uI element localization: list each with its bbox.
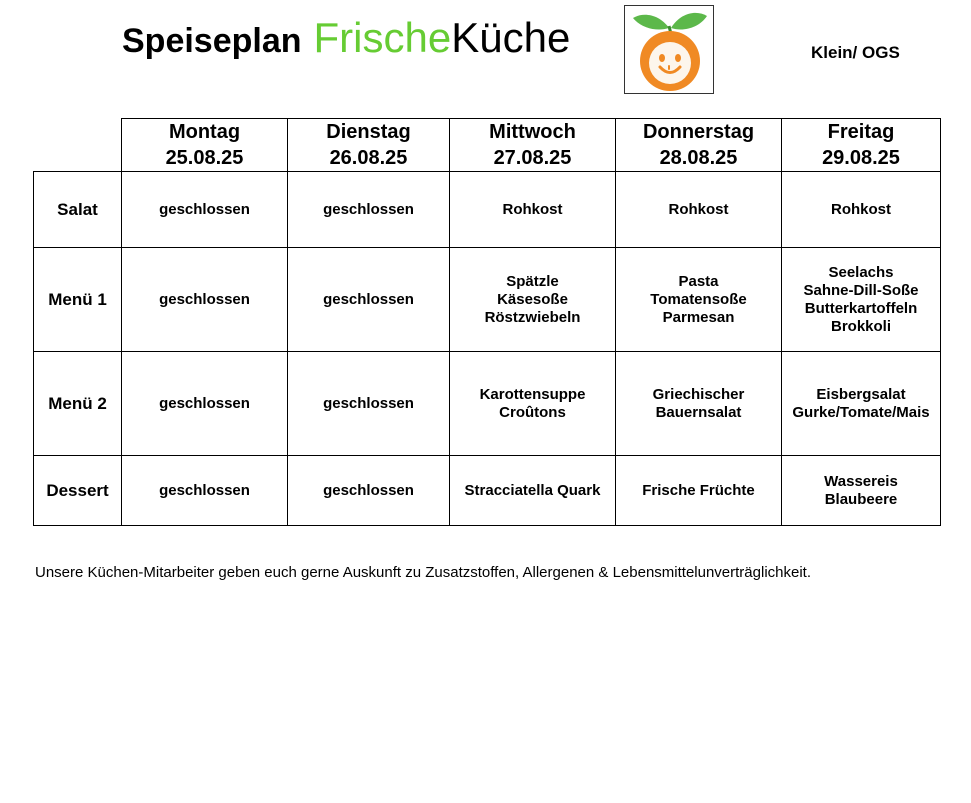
meal-cell [288, 248, 450, 352]
table-row-salat [34, 172, 941, 248]
row-label-menue-2: Menü 2 [34, 352, 122, 456]
page-title [122, 14, 570, 64]
face-icon [649, 42, 691, 84]
title-frische: Frische [313, 14, 452, 61]
day-header-montag [122, 119, 288, 172]
meal-cell [122, 172, 288, 248]
day-header-dienstag [288, 119, 450, 172]
meal-line: Brokkoli [830, 317, 891, 335]
meal-cell [450, 352, 616, 456]
meal-line: Tomatensoße [650, 290, 747, 308]
meal-line: Rohkost [831, 200, 891, 218]
day-date: 25.08.25 [165, 147, 244, 169]
meal-line: Röstzwiebeln [484, 308, 581, 326]
row-label-salat: Salat [34, 172, 122, 248]
meal-line: Stracciatella Quark [464, 481, 601, 499]
day-header-mittwoch [450, 119, 616, 172]
day-header-donnerstag [616, 119, 782, 172]
day-name: Freitag [827, 121, 895, 143]
meal-cell [122, 456, 288, 526]
meal-line: Pasta [678, 272, 719, 290]
day-name: Dienstag [326, 121, 411, 143]
meal-line: Gurke/Tomate/Mais [792, 403, 930, 421]
meal-line: Eisbergsalat [816, 385, 906, 403]
meal-line: Butterkartoffeln [804, 299, 918, 317]
meal-cell [450, 172, 616, 248]
meal-line: Sahne-Dill-Soße [803, 281, 919, 299]
day-name: Montag [168, 121, 241, 143]
meal-line: Seelachs [828, 263, 894, 281]
meal-line: geschlossen [323, 481, 414, 499]
meal-line: geschlossen [159, 481, 250, 499]
day-date: 29.08.25 [822, 147, 900, 169]
allergen-note: Unsere Küchen-Mitarbeiter geben euch gerne Auskunft zu Zusatzstoffen, Allergenen & Lebensmittelunverträglichkeit. [35, 564, 812, 581]
meal-plan-table [33, 118, 941, 526]
meal-line: Käsesoße [497, 290, 568, 308]
meal-line: Karottensuppe [479, 385, 586, 403]
left-leaf-icon [633, 15, 669, 30]
meal-line: Frische Früchte [642, 481, 755, 499]
day-name: Donnerstag [642, 121, 755, 143]
meal-line: Wassereis [824, 472, 898, 490]
meal-cell [288, 352, 450, 456]
meal-line: geschlossen [159, 394, 250, 412]
meal-cell [782, 456, 941, 526]
meal-cell [782, 248, 941, 352]
meal-line: Croûtons [499, 403, 566, 421]
meal-cell [616, 456, 782, 526]
title-kueche: Küche [451, 14, 571, 61]
meal-cell [288, 456, 450, 526]
group-label: Klein/ OGS [811, 43, 900, 62]
meal-cell [616, 172, 782, 248]
meal-cell [616, 248, 782, 352]
title-speiseplan: Speiseplan [122, 22, 302, 60]
meal-cell [122, 248, 288, 352]
table-row-menue-1 [34, 248, 941, 352]
meal-cell [450, 456, 616, 526]
meal-cell [782, 352, 941, 456]
row-label-dessert: Dessert [34, 456, 122, 526]
meal-line: Parmesan [662, 308, 735, 326]
day-name: Mittwoch [489, 121, 576, 143]
meal-cell [288, 172, 450, 248]
meal-line: Griechischer [652, 385, 745, 403]
day-date: 26.08.25 [329, 147, 408, 169]
meal-line: geschlossen [323, 200, 414, 218]
meal-line: Spätzle [506, 272, 559, 290]
table-row-dessert [34, 456, 941, 526]
meal-line: geschlossen [323, 290, 414, 308]
right-leaf-icon [671, 13, 707, 30]
day-date: 28.08.25 [659, 147, 738, 169]
meal-line: Blaubeere [824, 490, 898, 508]
day-header-freitag [782, 119, 941, 172]
table-row-menue-2 [34, 352, 941, 456]
meal-line: geschlossen [159, 200, 250, 218]
meal-cell [616, 352, 782, 456]
meal-line: Rohkost [502, 200, 563, 218]
orange-face-icon [625, 6, 713, 93]
orange-mascot-logo [624, 5, 714, 94]
table-header-row [34, 119, 941, 172]
meal-line: Bauernsalat [655, 403, 742, 421]
meal-cell [782, 172, 941, 248]
meal-line: geschlossen [159, 290, 250, 308]
row-label-menue-1: Menü 1 [34, 248, 122, 352]
meal-cell [122, 352, 288, 456]
table-corner [34, 119, 122, 172]
day-date: 27.08.25 [493, 147, 572, 169]
meal-line: Rohkost [668, 200, 729, 218]
meal-cell [450, 248, 616, 352]
meal-line: geschlossen [323, 394, 414, 412]
